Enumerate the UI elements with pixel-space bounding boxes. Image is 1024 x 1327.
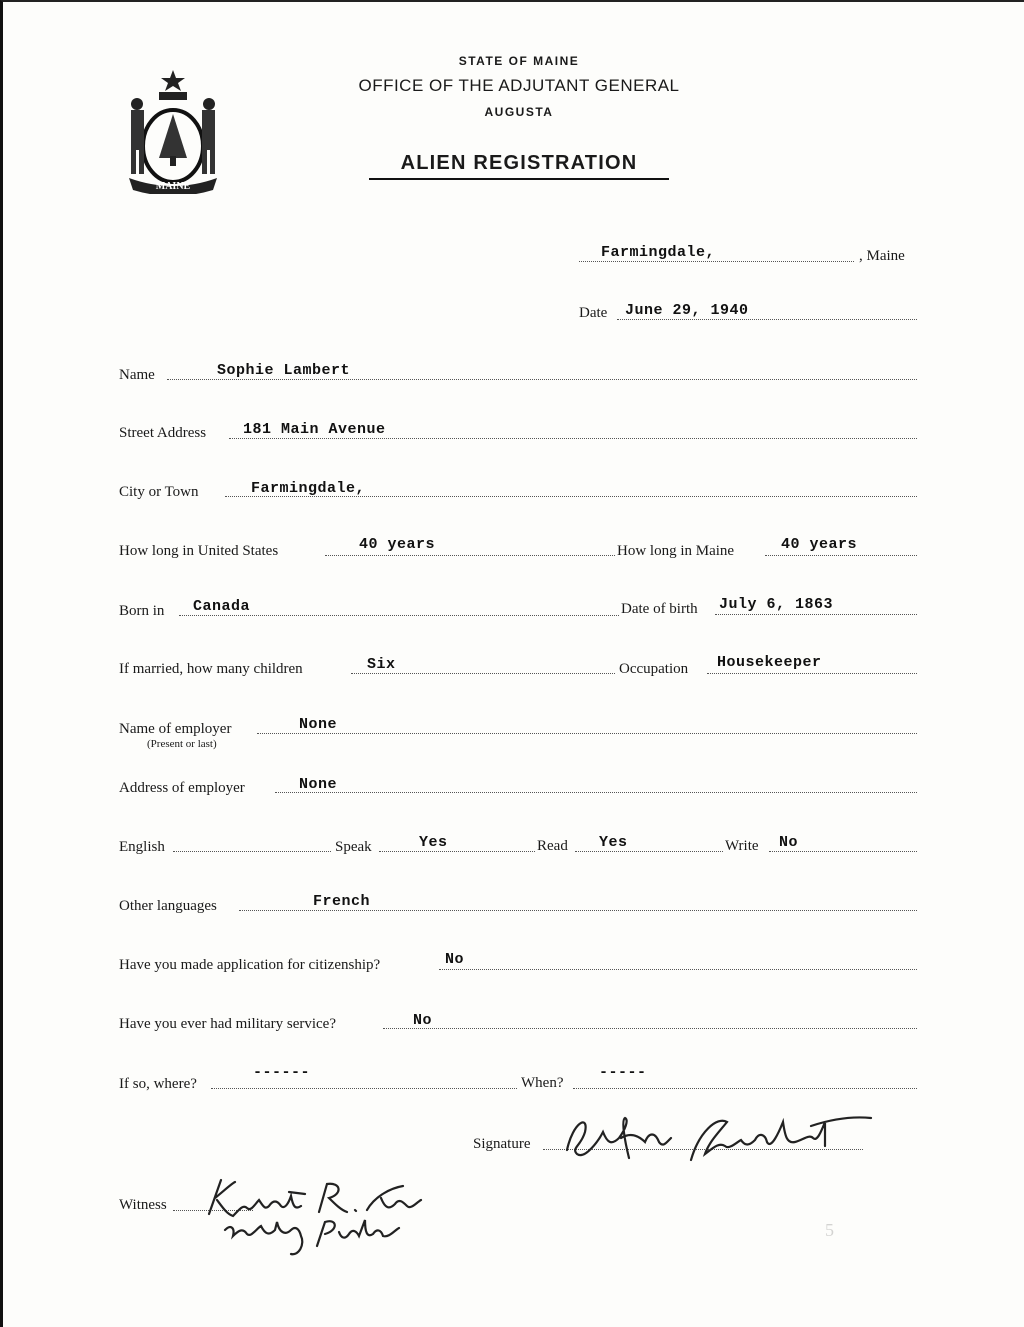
street-label: Street Address xyxy=(119,425,207,441)
citizenship-label: Have you made application for citizenship? xyxy=(119,957,381,973)
when-value: ----- xyxy=(599,1064,647,1081)
children-line xyxy=(351,673,615,674)
employer-address-line xyxy=(275,792,917,793)
maine-years-line xyxy=(765,555,917,556)
other-lang-line xyxy=(239,910,917,911)
date-value: June 29, 1940 xyxy=(625,302,749,319)
military-label: Have you ever had military service? xyxy=(119,1016,336,1032)
citizenship-value: No xyxy=(445,951,465,968)
write-line xyxy=(769,851,917,852)
employer-sublabel: (Present or last) xyxy=(147,738,217,750)
header-state: STATE OF MAINE xyxy=(458,54,580,68)
children-value: Six xyxy=(367,656,396,673)
read-label: Read xyxy=(537,838,568,854)
when-label: When? xyxy=(521,1075,564,1091)
header-city: AUGUSTA xyxy=(484,105,554,119)
name-line xyxy=(167,379,917,380)
other-lang-label: Other languages xyxy=(119,898,217,914)
us-years-line xyxy=(325,555,615,556)
military-line xyxy=(383,1028,917,1029)
dob-value: July 6, 1863 xyxy=(719,596,834,613)
header-office: OFFICE OF THE ADJUTANT GENERAL xyxy=(358,76,680,95)
where-value: ------ xyxy=(253,1064,311,1081)
write-value: No xyxy=(779,834,799,851)
dob-line xyxy=(715,614,917,615)
english-line xyxy=(173,851,331,852)
citizenship-line xyxy=(439,969,917,970)
city-value: Farmingdale, xyxy=(251,480,366,497)
employer-address-value: None xyxy=(299,776,338,793)
maine-years-label: How long in Maine xyxy=(617,543,735,559)
name-value: Sophie Lambert xyxy=(217,362,351,379)
where-line xyxy=(211,1088,517,1089)
employer-label: Name of employer xyxy=(119,721,232,737)
signature-label: Signature xyxy=(473,1136,531,1152)
street-value: 181 Main Avenue xyxy=(243,421,386,438)
employer-value: None xyxy=(299,716,338,733)
where-label: If so, where? xyxy=(119,1076,197,1092)
employer-line xyxy=(257,733,917,734)
write-label: Write xyxy=(725,838,759,854)
signature-handwriting xyxy=(559,1102,879,1177)
date-line xyxy=(617,319,917,320)
occupation-line xyxy=(707,673,917,674)
occupation-label: Occupation xyxy=(619,661,689,677)
speak-value: Yes xyxy=(419,834,448,851)
us-years-value: 40 years xyxy=(359,536,436,553)
place-line xyxy=(579,261,854,262)
born-line xyxy=(179,615,619,616)
speak-label: Speak xyxy=(335,839,372,855)
date-label: Date xyxy=(579,305,608,321)
when-line xyxy=(573,1088,917,1089)
street-line xyxy=(229,438,917,439)
place-suffix: , Maine xyxy=(859,248,905,264)
employer-address-label: Address of employer xyxy=(119,780,245,796)
seal-text: MAINE xyxy=(155,181,191,192)
read-value: Yes xyxy=(599,834,628,851)
born-value: Canada xyxy=(193,598,251,615)
witness-handwriting xyxy=(195,1170,435,1265)
speak-line xyxy=(379,851,535,852)
place-value: Farmingdale, xyxy=(601,244,716,261)
page-mark: 5 xyxy=(825,1220,834,1240)
city-label: City or Town xyxy=(119,484,199,500)
witness-label: Witness xyxy=(119,1197,167,1213)
read-line xyxy=(575,851,723,852)
english-label: English xyxy=(119,839,165,855)
children-label: If married, how many children xyxy=(119,661,303,677)
dob-label: Date of birth xyxy=(621,601,698,617)
occupation-value: Housekeeper xyxy=(717,654,822,671)
witness-name xyxy=(3,2,4,3)
form-title: ALIEN REGISTRATION xyxy=(369,152,669,180)
us-years-label: How long in United States xyxy=(119,543,279,559)
name-label: Name xyxy=(119,367,155,383)
military-value: No xyxy=(413,1012,433,1029)
other-lang-value: French xyxy=(313,893,371,910)
maine-years-value: 40 years xyxy=(781,536,858,553)
born-label: Born in xyxy=(119,603,165,619)
maine-state-seal-icon xyxy=(119,66,227,194)
